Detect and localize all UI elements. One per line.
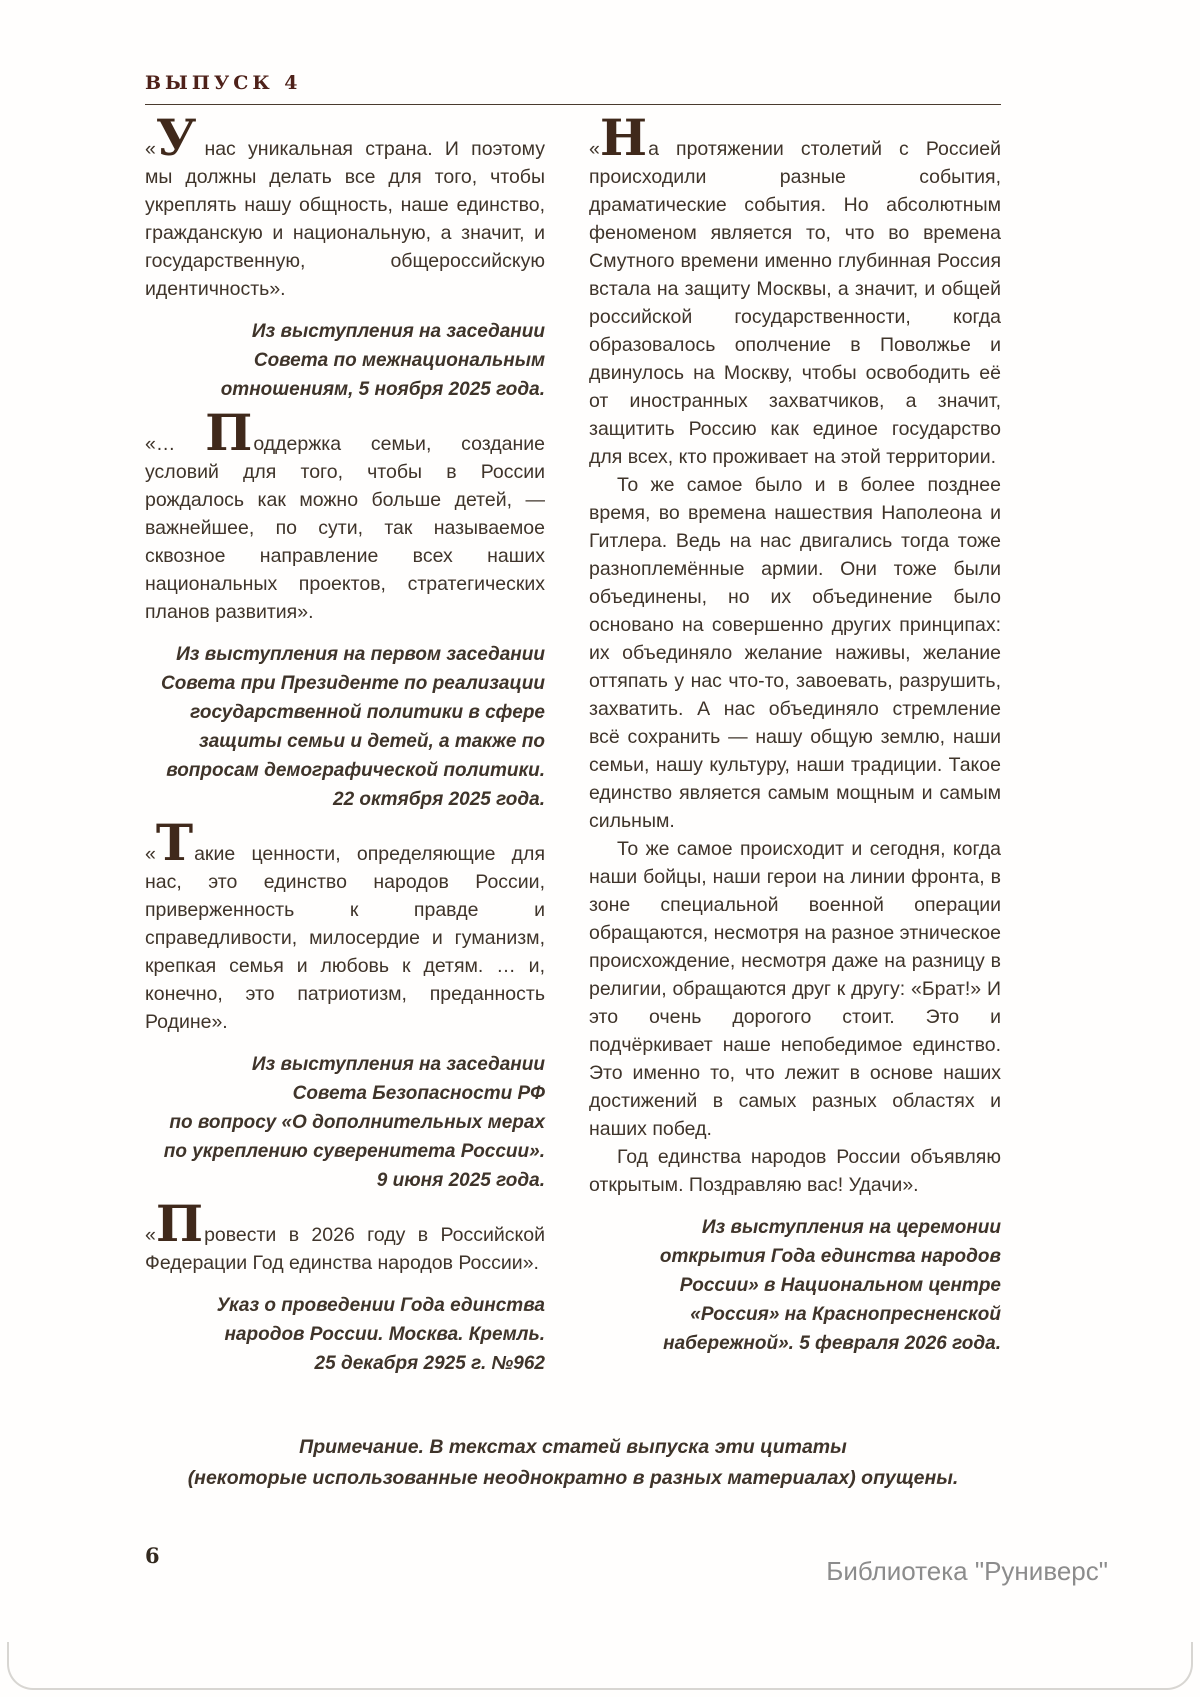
attribution-line: 25 декабря 2925 г. №962 [314,1353,545,1374]
quote-attribution [589,1213,1001,1358]
quote-attribution [145,1291,545,1378]
quote-paragraph [589,108,1001,471]
attribution-line: набережной». 5 февраля 2026 года. [663,1333,1001,1354]
quote-paragraph [145,403,546,626]
quote-attribution [145,640,545,814]
quote-text: нас уникальная страна. И поэтому мы должны делать все для того, чтобы укреплять нашу общность, наше единство, гражданскую и национальную, а значит, и государственную, общероссийскую идентичность». [145,138,545,300]
right-column [589,108,1001,1404]
quote-initial-letter: Т [155,813,195,872]
quote-text: ровести в 2026 году в Российской Федерации Год единства народов России». [145,1224,545,1274]
quote-block-1 [145,108,545,404]
attribution-line: Из выступления на церемонии [701,1217,1001,1238]
attribution-line: открытия Года единства народов [659,1246,1001,1267]
attribution-line: Совета при Президенте по реализации [160,673,545,694]
quote-open-mark: « [145,843,156,865]
quote-attribution [145,1050,545,1195]
quote-paragraph [145,1194,545,1277]
attribution-line: 22 октября 2025 года. [333,789,545,810]
attribution-line: отношениям, 5 ноября 2025 года. [220,379,545,400]
attribution-line: защиты семьи и детей, а также по [199,731,545,752]
quote-open-mark: « [589,138,600,160]
left-column [145,108,546,1404]
attribution-line: народов России. Москва. Кремль. [224,1324,545,1345]
editorial-note [145,1432,1001,1494]
quote-paragraph [145,108,545,303]
attribution-line: по укреплению суверенитета России». [163,1141,545,1162]
attribution-line: вопросам демографической политики. [166,760,545,781]
header-rule [145,104,1001,105]
quote-paragraph: То же самое было и в более позднее время, во времена нашествия Наполеона и Гитлера. Ведь на нас двигались тогда тоже разноплемённые армии. Они тоже были объединены, но их объединение было основано на совершенно других принципах: их объединяло желание наживы, желание оттяпать у нас что-то, завоевать, разрушить, захватить. А нас объединяло стремление всё сохранить — нашу общую землю, наши семьи, нашу культуру, наши традиции. Такое единство является самым мощным и самым сильным. [589,474,1001,832]
two-column-layout [145,108,1001,1404]
quote-paragraph: Год единства народов России объявляю открытым. Поздравляю вас! Удачи». [589,1146,1001,1196]
quote-open-mark: «… [145,433,206,455]
quote-attribution [145,317,545,404]
quote-text: акие ценности, определяющие для нас, это единство народов России, приверженность к правде и справедливости, милосердие и гуманизм, крепкая семья и любовь к детям. … и, конечно, это патриотизм, преданность Родине». [145,843,545,1033]
note-line: (некоторые использованные неоднократно в разных материалах) опущены. [187,1467,959,1489]
quote-paragraph [145,813,545,1036]
attribution-line: Из выступления на заседании [251,321,545,342]
quote-block-5 [589,108,1001,1358]
attribution-line: России» в Национальном центре [679,1275,1001,1296]
attribution-line: государственной политики в сфере [190,702,545,723]
attribution-line: Из выступления на первом заседании [176,644,545,665]
attribution-line: Из выступления на заседании [251,1054,545,1075]
quote-open-mark: « [145,138,156,160]
quote-text: а протяжении столетий с Россией происходили разные события, драматические события. Но абсолютным феноменом является то, что во времена Смутного времени именно глубинная Россия встала на защиту Москвы, а значит, и общей российской государственности, когда образовалось ополчение в Поволжье и двинулось на Москву, чтобы освободить её от иностранных захватчиков, а значит, защитить Россию как единое государство для всех, кто проживает на этой территории. [589,138,1001,468]
quote-block-3 [145,813,545,1195]
note-line: Примечание. В текстах статей выпуска эти цитаты [299,1436,847,1458]
quote-open-mark: « [145,1224,156,1246]
page-edge-border [7,1642,1193,1690]
attribution-line: «Россия» на Краснопресненской [690,1304,1001,1325]
library-watermark: Библиотека "Руниверс" [826,1556,1108,1586]
quote-initial-letter: Н [599,108,649,167]
attribution-line: Совета Безопасности РФ [292,1083,545,1104]
quote-initial-letter: П [155,1194,205,1253]
attribution-line: по вопросу «О дополнительных мерах [169,1112,545,1133]
page-number: 6 [145,1543,160,1568]
page-content [145,72,1001,1404]
quote-initial-letter: П [205,403,254,462]
issue-label: ВЫПУСК 4 [145,72,302,94]
attribution-line: Совета по межнациональным [253,350,545,371]
quote-block-4 [145,1194,545,1378]
quote-block-2 [145,403,546,814]
attribution-line: 9 июня 2025 года. [376,1170,545,1191]
quote-text: оддержка семьи, создание условий для того, чтобы в России рождалось как можно больше детей, — важнейшее, по сути, так называемое сквозное направление всех наших национальных проектов, стратегических планов развития». [145,433,546,623]
quote-initial-letter: У [155,108,198,167]
quote-paragraph: То же самое происходит и сегодня, когда наши бойцы, наши герои на линии фронта, в зоне специальной военной операции обращаются, несмотря на разное этническое происхождение, несмотря даже на разницу в религии, обращаются друг к другу: «Брат!» И это очень дорогого стоит. Это и подчёркивает наше непобедимое единство. Это именно то, что лежит в основе наших достижений в самых разных областях и наших побед. [589,838,1001,1140]
attribution-line: Указ о проведении Года единства [216,1295,545,1316]
